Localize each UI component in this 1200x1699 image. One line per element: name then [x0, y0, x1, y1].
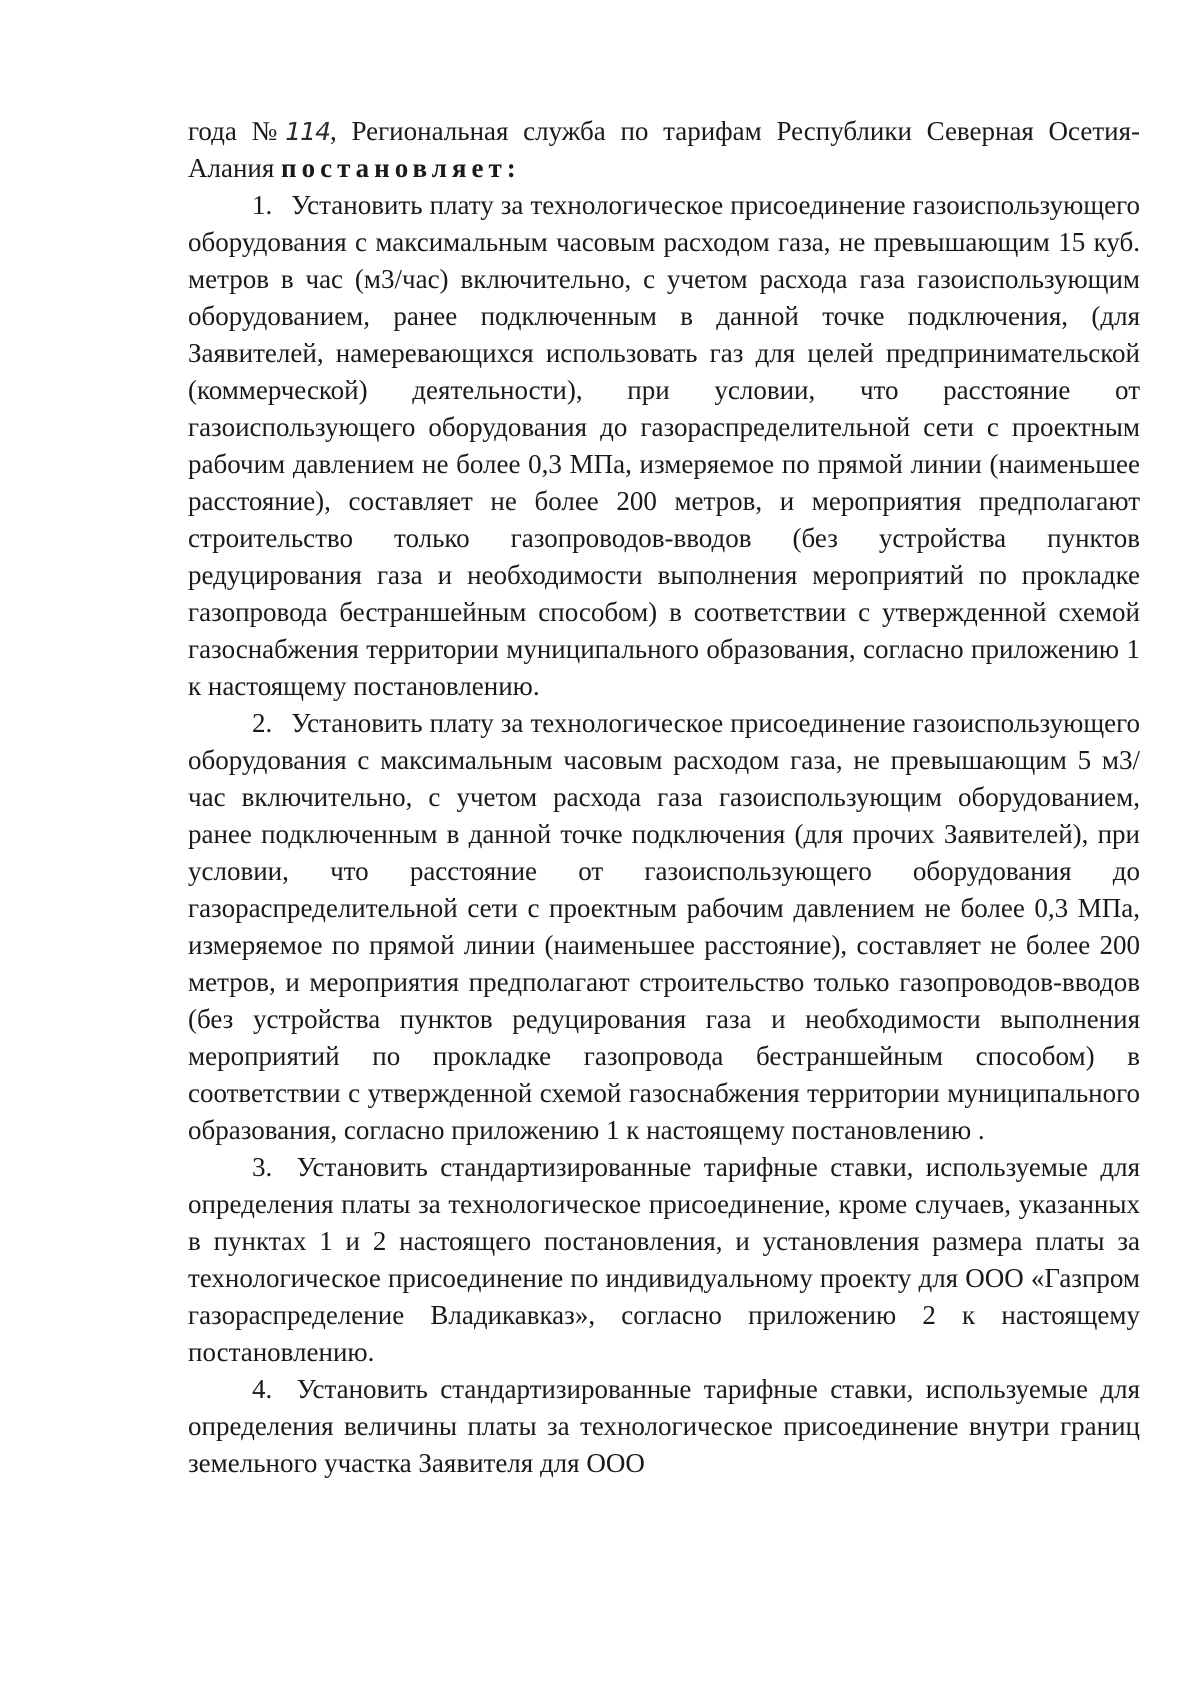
intro-prefix: года №: [188, 116, 286, 146]
clause-3: [188, 1149, 1140, 1371]
clause-number: 3.: [252, 1152, 273, 1182]
decree-word: постановляет:: [281, 153, 521, 183]
intro-text: , Региональная служба по тарифам Республики Северная Осетия-Алания: [188, 116, 1141, 183]
clause-text: Установить плату за технологическое присоединение газоиспользующего оборудования с максимальным часовым расходом газа, не превышающим 15 куб. метров в час (м3/час) включительно, с учетом расхода газа газоиспользующим оборудованием, ранее подключенным в данной точке подключения, (для Заявителей, намеревающихся использовать газ для целей предпринимательской (коммерческой) деятельности), при условии, что расстояние от газоиспользующего оборудования до газораспределительной сети с проектным рабочим давлением не более 0,3 МПа, измеряемое по прямой линии (наименьшее расстояние), составляет не более 200 метров, и мероприятия предполагают строительство только газопроводов-вводов (без устройства пунктов редуцирования газа и необходимости выполнения мероприятий по прокладке газопровода бестраншейным способом) в соответствии с утвержденной схемой газоснабжения территории муниципального образования, согласно приложению 1 к настоящему постановлению.: [188, 190, 1140, 701]
handwritten-decree-number: 114: [285, 117, 330, 146]
clause-4: [188, 1371, 1140, 1482]
clause-1: [188, 187, 1140, 705]
intro-paragraph: [188, 113, 1140, 187]
clause-text: Установить стандартизированные тарифные ставки, используемые для определения платы за технологическое присоединение, кроме случаев, указанных в пунктах 1 и 2 настоящего постановления, и установления размера платы за технологическое присоединение по индивидуальному проекту для ООО «Газпром газораспределение Владикавказ», согласно приложению 2 к настоящему постановлению.: [188, 1152, 1141, 1367]
document-body: [188, 113, 1140, 1482]
clause-text: Установить стандартизированные тарифные ставки, используемые для определения величины платы за технологическое присоединение внутри границ земельного участка Заявителя для ООО: [188, 1374, 1141, 1478]
clause-number: 1.: [252, 190, 273, 220]
clause-number: 4.: [252, 1374, 273, 1404]
clause-number: 2.: [252, 708, 273, 738]
clause-text: Установить плату за технологическое присоединение газоиспользующего оборудования с максимальным часовым расходом газа, не превышающим 5 м3/час включительно, с учетом расхода газа газоиспользующим оборудованием, ранее подключенным в данной точке подключения (для прочих Заявителей), при условии, что расстояние от газоиспользующего оборудования до газораспределительной сети с проектным рабочим давлением не более 0,3 МПа, измеряемое по прямой линии (наименьшее расстояние), составляет не более 200 метров, и мероприятия предполагают строительство только газопроводов-вводов (без устройства пунктов редуцирования газа и необходимости выполнения мероприятий по прокладке газопровода бестраншейным способом) в соответствии с утвержденной схемой газоснабжения территории муниципального образования, согласно приложению 1 к настоящему постановлению .: [188, 708, 1140, 1145]
clause-2: [188, 705, 1140, 1149]
